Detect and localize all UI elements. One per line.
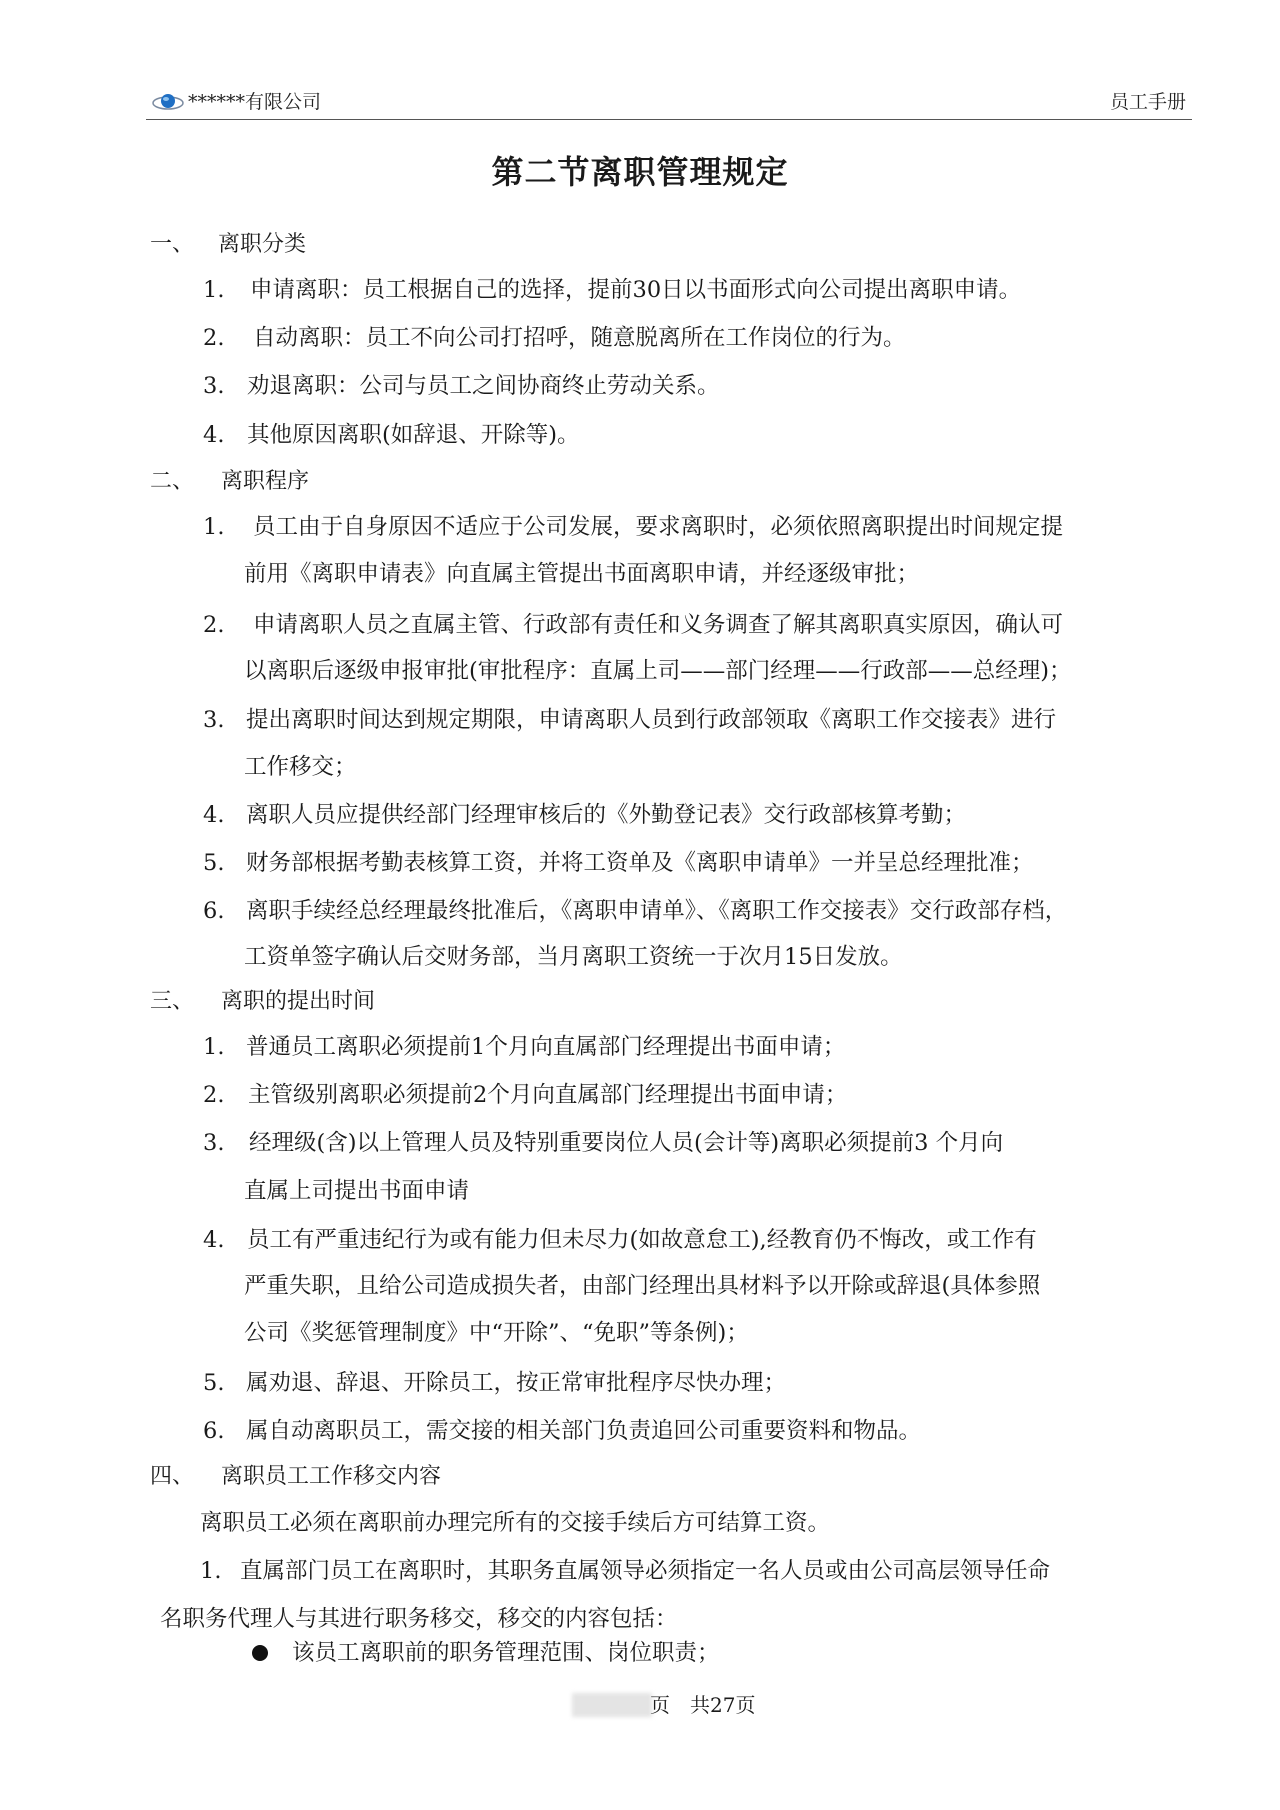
item-text: 提出离职时间达到规定期限，申请离职人员到行政部领取《离职工作交接表》进行 <box>246 707 1057 733</box>
section-number: 一、 <box>150 232 195 257</box>
item-number: 5. <box>203 850 225 876</box>
item-text: 主管级别离职必须提前2个月向直属部门经理提出书面申请； <box>248 1082 848 1108</box>
item-text: 属劝退、辞退、开除员工，按正常审批程序尽快办理； <box>246 1370 787 1396</box>
item-number: 1. <box>203 1034 225 1060</box>
item-number: 5. <box>203 1370 225 1396</box>
item-number: 2. <box>203 1082 225 1108</box>
item-number: 3. <box>203 707 225 733</box>
item-number: 3. <box>203 1130 225 1156</box>
section-number: 四、 <box>150 1464 195 1489</box>
item-text: 其他原因离职(如辞退、开除等)。 <box>247 422 580 448</box>
item-text-continued: 直属上司提出书面申请 <box>244 1178 470 1204</box>
item-text: 普通员工离职必须提前1个月向直属部门经理提出书面申请； <box>246 1034 846 1060</box>
section-heading: 离职程序 <box>221 469 310 494</box>
item-text: 离职人员应提供经部门经理审核后的《外勤登记表》交行政部核算考勤； <box>246 802 967 828</box>
section-heading: 离职员工工作移交内容 <box>221 1464 442 1489</box>
item-number: 4. <box>203 1227 225 1253</box>
item-number: 6. <box>203 898 225 924</box>
section-number: 三、 <box>150 989 195 1014</box>
item-text-continued: 名职务代理人与其进行职务移交，移交的内容包括： <box>160 1606 678 1632</box>
item-text: 属自动离职员工，需交接的相关部门负责追回公司重要资料和物品。 <box>246 1418 922 1444</box>
item-number: 1. <box>203 514 225 540</box>
item-number: 6. <box>203 1418 225 1444</box>
item-number: 3. <box>203 373 225 399</box>
header-divider <box>146 119 1192 120</box>
item-text-continued: 前用《离职申请表》向直属主管提出书面离职申请，并经逐级审批； <box>244 561 920 587</box>
item-number: 4. <box>203 802 225 828</box>
item-number: 2. <box>203 612 225 638</box>
section-heading: 离职分类 <box>218 232 307 257</box>
page-number-redacted <box>572 1693 652 1717</box>
item-text: 申请离职人员之直属主管、行政部有责任和义务调查了解其离职真实原因，确认可 <box>253 612 1064 638</box>
page-footer: 页 共27页 <box>650 1693 756 1717</box>
item-text: 财务部根据考勤表核算工资，并将工资单及《离职申请单》一并呈总经理批准； <box>246 850 1034 876</box>
item-text-continued: 工资单签字确认后交财务部，当月离职工资统一于次月15日发放。 <box>244 944 903 970</box>
section-number: 二、 <box>150 469 195 494</box>
item-text-continued: 以离职后逐级申报审批(审批程序：直属上司——部门经理——行政部——总经理)； <box>244 658 1072 684</box>
page-title: 第二节离职管理规定 <box>491 153 789 191</box>
section-intro: 离职员工必须在离职前办理完所有的交接手续后方可结算工资。 <box>200 1510 831 1536</box>
item-text: 员工由于自身原因不适应于公司发展，要求离职时，必须依照离职提出时间规定提 <box>253 514 1064 540</box>
item-text-continued: 公司《奖惩管理制度》中“开除”、“免职”等条例)； <box>244 1320 749 1346</box>
item-text: 员工有严重违纪行为或有能力但未尽力(如故意怠工),经教育仍不悔改，或工作有 <box>247 1227 1037 1253</box>
item-text: 自动离职：员工不向公司打招呼，随意脱离所在工作岗位的行为。 <box>253 325 906 351</box>
company-name: ******有限公司 <box>188 91 322 113</box>
item-text-continued: 工作移交； <box>244 754 357 780</box>
item-text-continued: 严重失职，且给公司造成损失者，由部门经理出具材料予以开除或辞退(具体参照 <box>244 1273 1041 1299</box>
item-number: 2. <box>203 325 225 351</box>
item-text: 劝退离职：公司与员工之间协商终止劳动关系。 <box>247 373 720 399</box>
bullet-text: 该员工离职前的职务管理范围、岗位职责； <box>292 1640 720 1666</box>
item-number: 4. <box>203 422 225 448</box>
section-heading: 离职的提出时间 <box>221 989 376 1014</box>
item-number: 1. <box>203 277 225 303</box>
item-text: 申请离职：员工根据自己的选择，提前30日以书面形式向公司提出离职申请。 <box>250 277 1022 303</box>
page-header <box>150 86 1190 122</box>
globe-logo-icon <box>152 92 184 112</box>
item-text: 直属部门员工在离职时，其职务直属领导必须指定一名人员或由公司高层领导任命 <box>240 1558 1051 1584</box>
bullet-icon <box>252 1645 268 1661</box>
item-text: 经理级(含)以上管理人员及特别重要岗位人员(会计等)离职必须提前3 个月向 <box>249 1130 1004 1156</box>
handbook-label: 员工手册 <box>1109 91 1186 113</box>
item-text: 离职手续经总经理最终批准后，《离职申请单》、《离职工作交接表》交行政部存档， <box>246 898 1068 924</box>
item-number: 1. <box>200 1558 222 1584</box>
